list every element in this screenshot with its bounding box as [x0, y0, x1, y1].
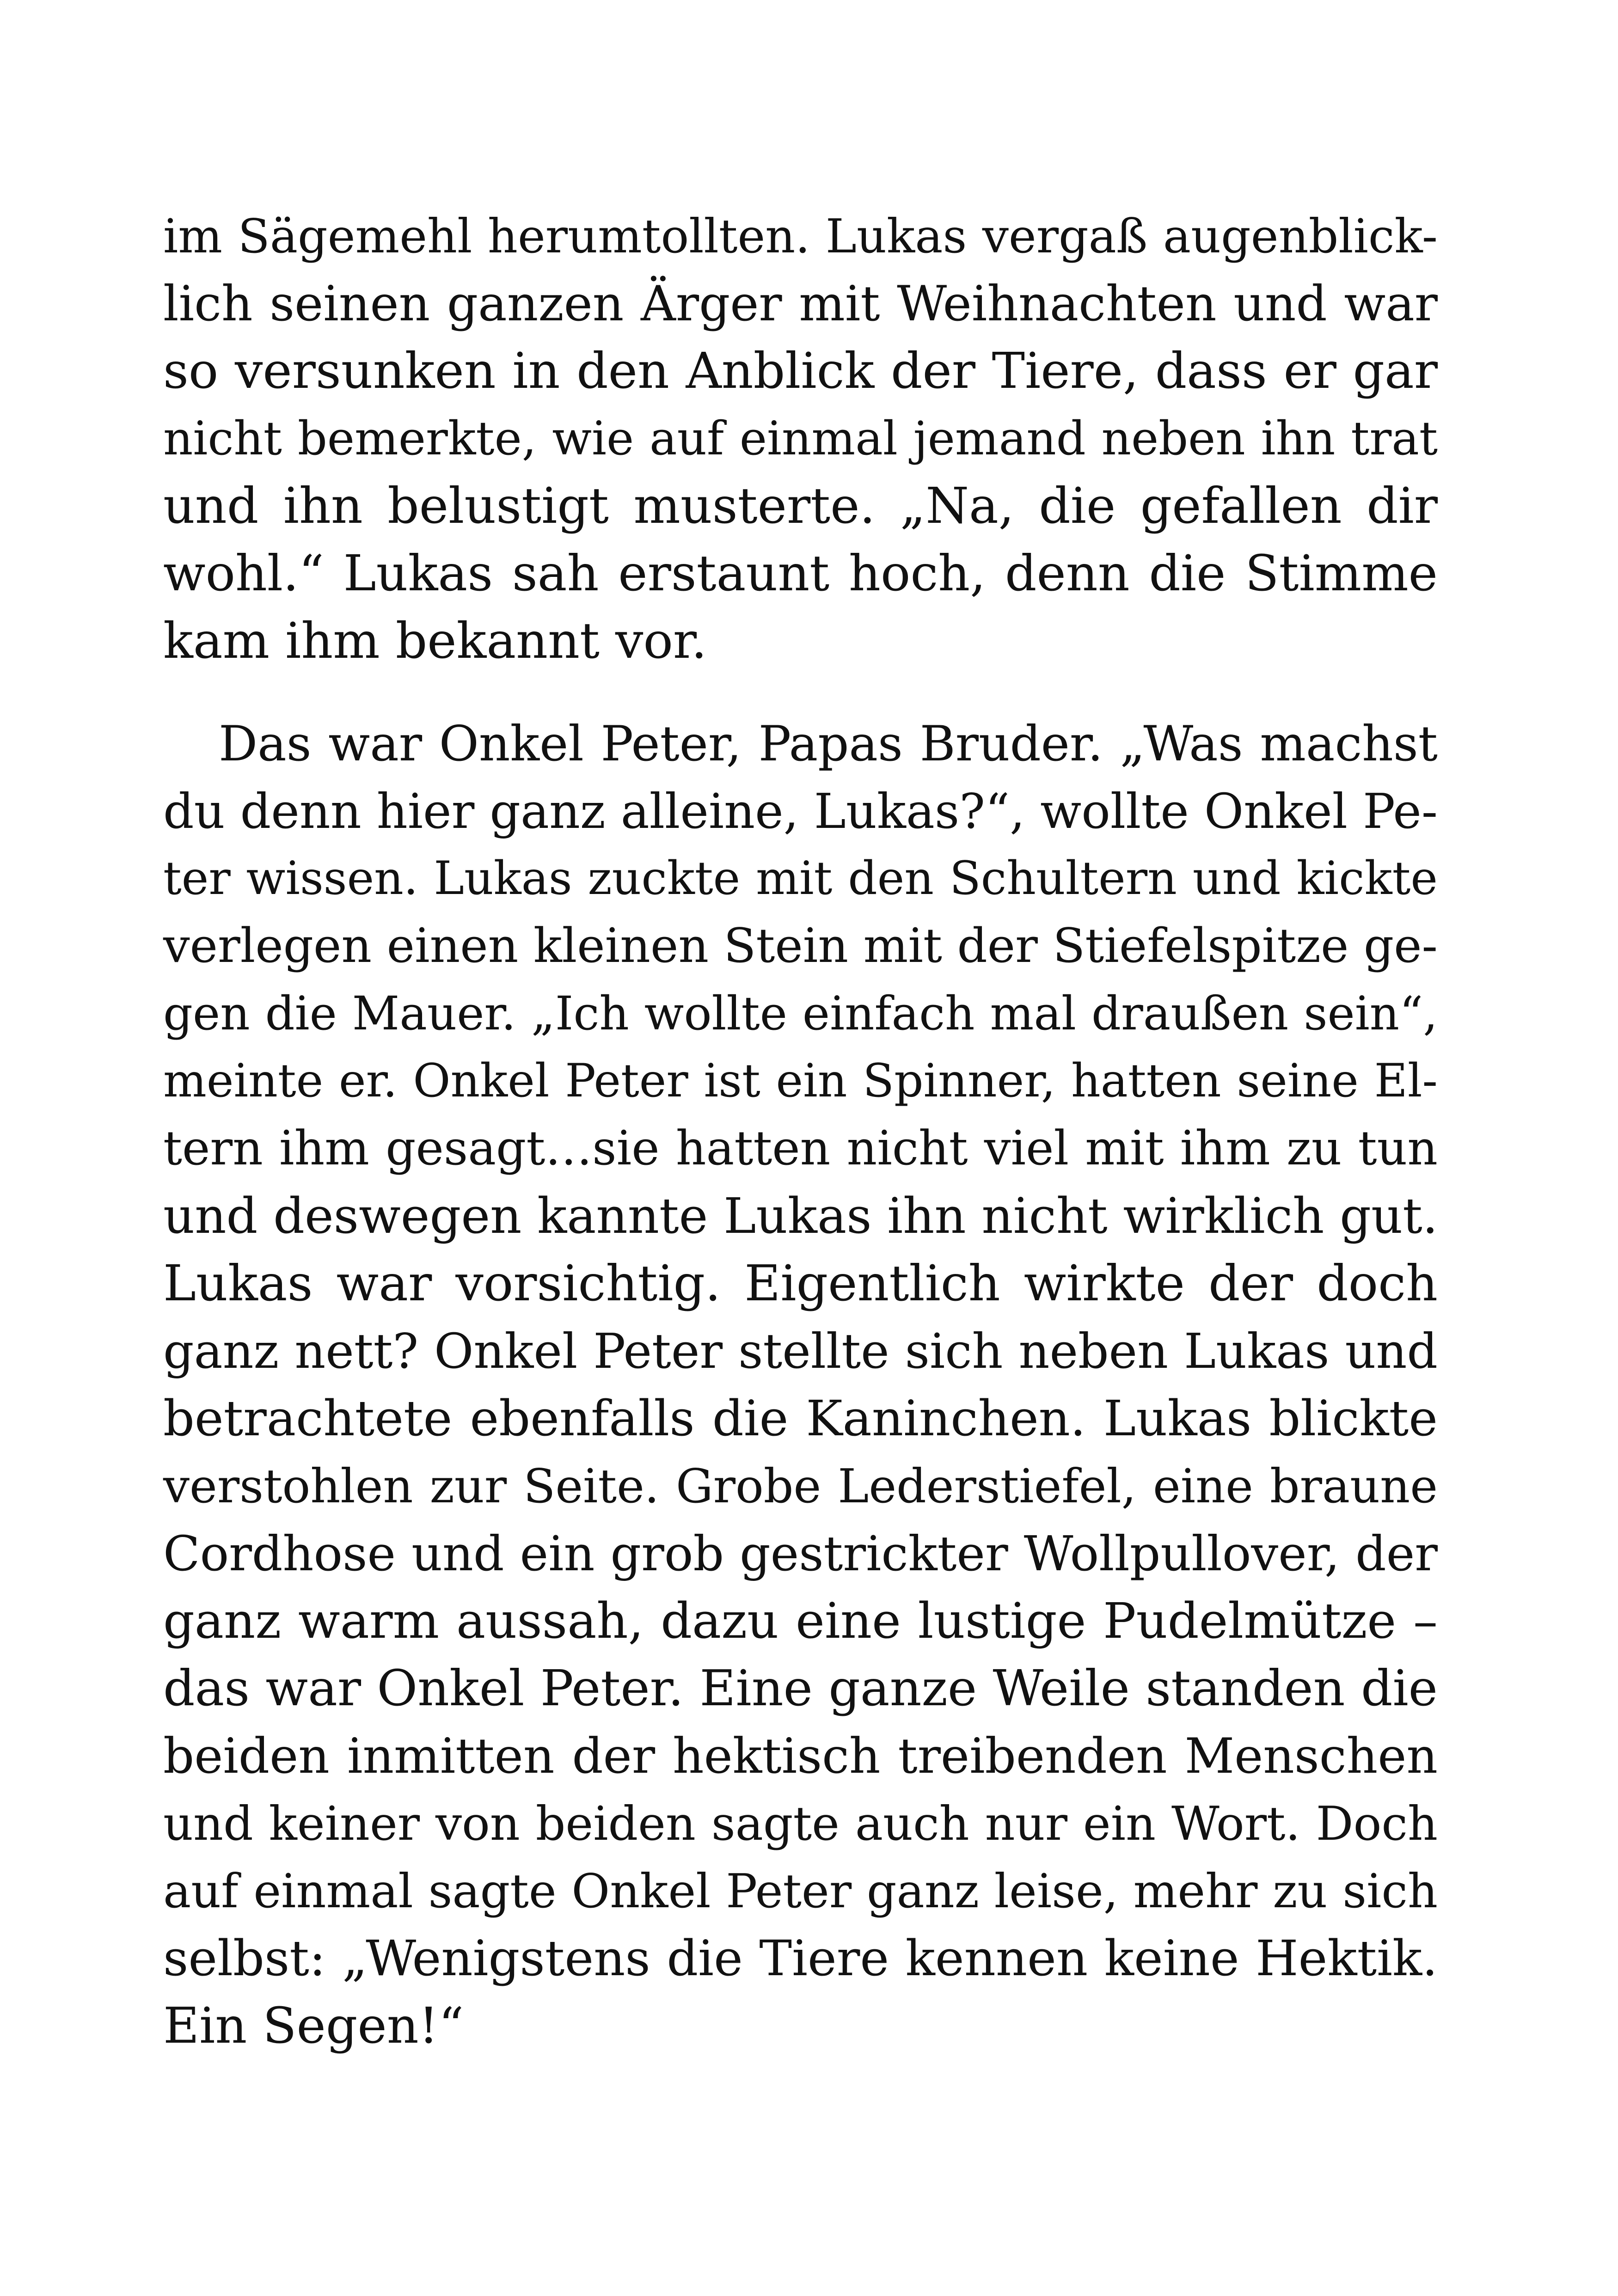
text-line: lich seinen ganzen Ärger mit Weihnachten und war: [163, 276, 1438, 332]
text-line: so versunken in den Anblick der Tiere, dass er gar: [163, 343, 1438, 400]
text-line: betrachtete ebenfalls die Kaninchen. Lukas blickte: [163, 1390, 1438, 1447]
text-line: du denn hier ganz alleine, Lukas?“, wollte Onkel Pe-: [163, 783, 1438, 839]
text-line: wohl.“ Lukas sah erstaunt hoch, denn die Stimme: [163, 545, 1438, 602]
text-line: ganz warm aussah, dazu eine lustige Pudelmütze –: [163, 1592, 1438, 1649]
body-text: [163, 202, 1438, 2060]
text-line: Cordhose und ein grob gestrickter Wollpullover, der: [163, 1525, 1438, 1582]
text-line: im Sägemehl herumtollten. Lukas vergaß augenblick-: [163, 209, 1438, 263]
text-line: das war Onkel Peter. Eine ganze Weile standen die: [163, 1660, 1438, 1717]
text-line: Ein Segen!“: [163, 1997, 464, 2055]
text-line: tern ihm gesagt…sie hatten nicht viel mit ihm zu tun: [163, 1121, 1438, 1176]
text-line: selbst: „Wenigstens die Tiere kennen keine Hektik.: [163, 1930, 1438, 1987]
text-line: gen die Mauer. „Ich wollte einfach mal draußen sein“,: [163, 986, 1438, 1041]
text-line: Das war Onkel Peter, Papas Bruder. „Was machst: [219, 716, 1438, 772]
text-line: verstohlen zur Seite. Grobe Lederstiefel, eine braune: [163, 1459, 1438, 1513]
paragraph-1: [163, 202, 1438, 675]
text-line: nicht bemerkte, wie auf einmal jemand neben ihn trat: [163, 411, 1438, 465]
text-line: auf einmal sagte Onkel Peter ganz leise, mehr zu sich: [163, 1864, 1438, 1918]
text-line: beiden inmitten der hektisch treibenden Menschen: [163, 1728, 1438, 1784]
text-line: kam ihm bekannt vor.: [163, 612, 707, 670]
text-line: verlegen einen kleinen Stein mit der Stiefelspitze ge-: [163, 918, 1438, 974]
text-line: ter wissen. Lukas zuckte mit den Schultern und kickte: [163, 852, 1438, 905]
text-line: und deswegen kannte Lukas ihn nicht wirklich gut.: [163, 1188, 1438, 1244]
paragraph-spacer: [163, 675, 1438, 710]
paragraph-2: [163, 710, 1438, 2060]
text-line: und ihn belustigt musterte. „Na, die gefallen dir: [163, 478, 1438, 535]
text-line: und keiner von beiden sagte auch nur ein Wort. Doch: [163, 1796, 1438, 1851]
text-line: ganz nett? Onkel Peter stellte sich neben Lukas und: [163, 1323, 1438, 1379]
text-line: Lukas war vorsichtig. Eigentlich wirkte der doch: [163, 1255, 1438, 1312]
text-line: meinte er. Onkel Peter ist ein Spinner, hatten seine El-: [163, 1054, 1438, 1108]
